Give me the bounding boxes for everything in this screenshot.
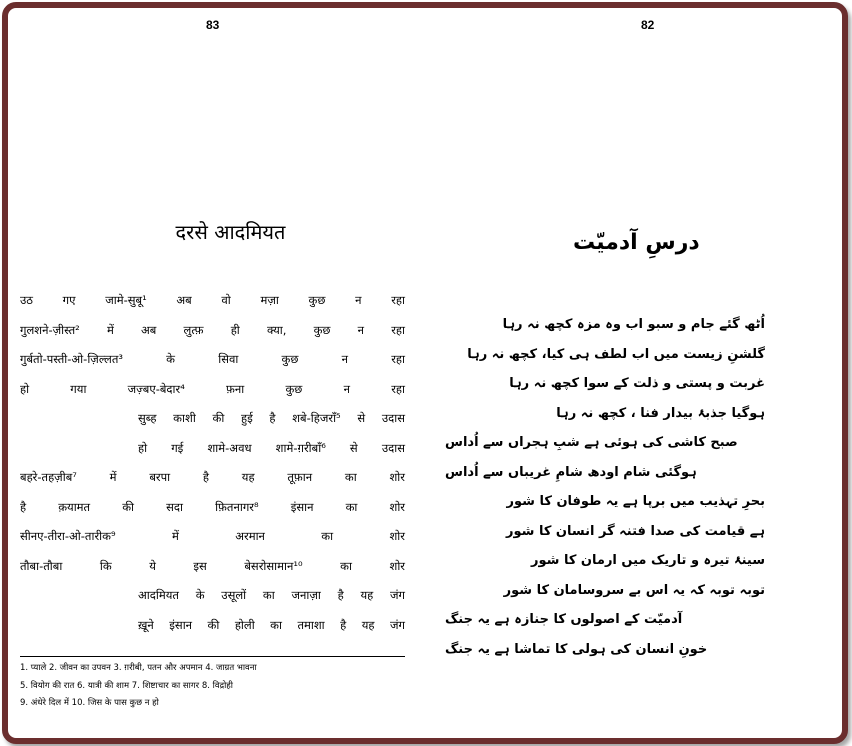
verse-line: आदमियत के उसूलों का जनाज़ा है यह जंग bbox=[138, 588, 405, 602]
left-page-hindi bbox=[8, 8, 423, 738]
footnotes bbox=[20, 660, 410, 713]
verse-line: سینۂ تیرہ و تاریک میں ارمان کا شور bbox=[531, 553, 765, 568]
footnote-line: 9. अंधेरे दिल में 10. जिस के पास कुछ न हो bbox=[20, 698, 159, 708]
footnote-line: 5. वियोग की रात 6. यात्री की शाम 7. शिष्टाचार का सागर 8. विद्रोही bbox=[20, 680, 234, 691]
verse-line: ہوگیا جذبۂ بیدار فنا ، کچھ نہ رہا bbox=[556, 405, 765, 421]
verse-line: तौबा-तौबा कि ये इस बेसरोसामान¹⁰ का शोर bbox=[20, 558, 405, 573]
footnote-line: 1. प्याले 2. जीवन का उपवन 3. ग़रीबी, पतन और अपमान 4. जाग्रत भावना bbox=[20, 663, 257, 673]
verse-line: ख़ूने इंसान की होली का तमाशा है यह जंग bbox=[138, 617, 405, 632]
verse-line: बहरे-तहज़ीब⁷ में बरपा है यह तूफ़ान का शोर bbox=[20, 470, 405, 484]
urdu-verses bbox=[445, 310, 765, 664]
verse-line: اُٹھ گئے جام و سبو اب وہ مزہ کچھ نہ رہا bbox=[502, 317, 765, 332]
book-spread-frame bbox=[2, 2, 848, 744]
footnote-divider bbox=[20, 656, 405, 657]
verse-line: हो गया जज़्बए-बेदार⁴ फ़ना कुछ न रहा bbox=[20, 381, 405, 396]
verse-line: گلشنِ زیست میں اب لطف ہی کیا، کچھ نہ رہا bbox=[467, 346, 765, 362]
verse-line: ہے قیامت کی صدا فتنہ گر انسان کا شور bbox=[506, 523, 765, 539]
verse-line: सुब्ह काशी की हुई है शबे-हिजराँ⁵ से उदास bbox=[138, 411, 405, 425]
verse-line: सीनए-तीरा-ओ-तारीक⁹ में अरमान का शोर bbox=[20, 529, 405, 543]
right-page-urdu bbox=[423, 8, 842, 738]
verse-line: हो गई शामे-अवध शामे-ग़रीबाँ⁶ से उदास bbox=[138, 440, 405, 455]
page-number-right: 82 bbox=[641, 18, 655, 32]
page-number-left: 83 bbox=[206, 18, 220, 32]
verse-line: خونِ انسان کی ہولی کا تماشا ہے یہ جنگ bbox=[445, 641, 708, 657]
verse-line: ہوگئی شام اودھ شامِ غریباں سے اُداس bbox=[445, 464, 697, 480]
verse-line: उठ गए जामे-सुबू¹ अब वो मज़ा कुछ न रहा bbox=[20, 293, 405, 307]
verse-line: توبہ توبہ کہ یہ اس بے سروسامان کا شور bbox=[503, 582, 765, 598]
verse-line: गुलशने-ज़ीस्त² में अब लुत्फ़ ही क्या, कुछ न रहा bbox=[20, 322, 405, 337]
verse-line: غربت و پستی و ذلت کے سوا کچھ نہ رہا bbox=[509, 376, 765, 391]
verse-line: آدمیّت کے اصولوں کا جنازہ ہے یہ جنگ bbox=[445, 612, 683, 627]
verse-line: है क़यामत की सदा फ़ितनागर⁸ इंसान का शोर bbox=[20, 499, 405, 514]
poem-title-hindi: दरसे आदमियत bbox=[175, 220, 286, 244]
hindi-verses bbox=[20, 286, 405, 640]
verse-line: بحرِ تہذیب میں برپا ہے یہ طوفان کا شور bbox=[506, 494, 765, 509]
poem-title-urdu: درسِ آدمیّت bbox=[573, 230, 700, 255]
verse-line: गुर्बतो-पस्ती-ओ-ज़िल्लत³ के सिवा कुछ न रहा bbox=[20, 352, 405, 366]
verse-line: صبح کاشی کی ہوئی ہے شبِ ہجراں سے اُداس bbox=[445, 435, 738, 450]
